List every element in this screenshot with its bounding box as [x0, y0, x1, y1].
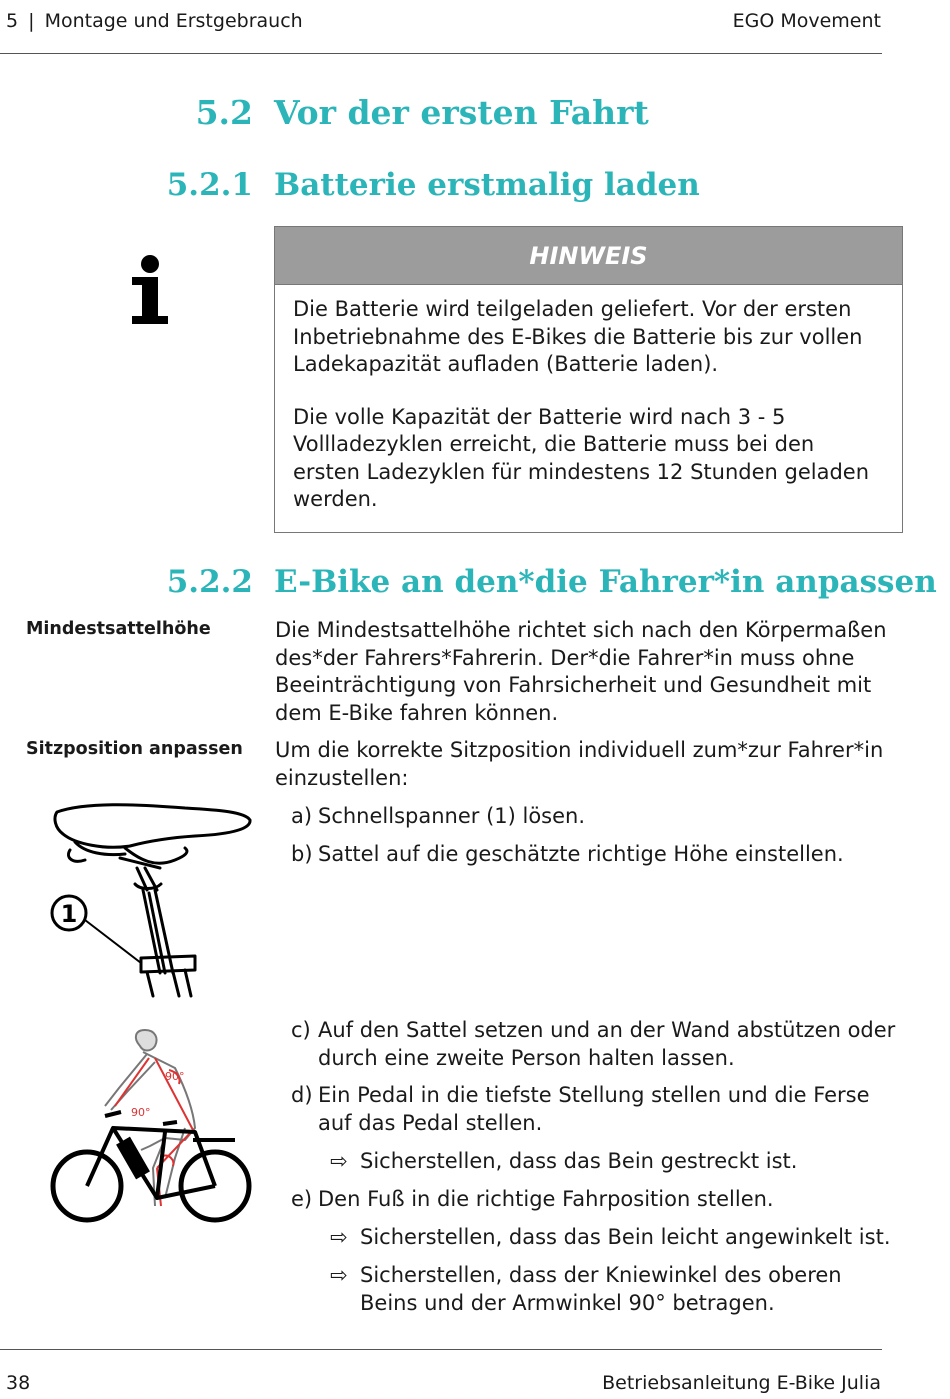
step-c-text: Auf den Sattel setzen und an der Wand abstützen oder durch eine zweite Person halten lassen. [318, 1018, 896, 1070]
step-b-text: Sattel auf die geschätzte richtige Höhe einstellen. [318, 842, 844, 866]
min-saddle-height-text: Die Mindestsattelhöhe richtet sich nach den Körpermaßen des*der Fahrers*Fahrerin. Der*die Fahrer*in muss ohne Beeinträchtigung von Fahrsicherheit und Gesundheit mit dem E-Bike fahren können. [275, 618, 887, 725]
section-5-2-1-title: Batterie erstmalig laden [274, 167, 700, 203]
step-b [291, 841, 901, 869]
step-c-label: c) [291, 1018, 311, 1042]
notice-paragraph-2: Die volle Kapazität der Batterie wird nach 3 - 5 Vollladezyklen erreicht, die Batterie muss bei den ersten Ladezyklen für mindestens 12 Stunden geladen werden. [293, 404, 870, 511]
step-b-label: b) [291, 842, 313, 866]
brand-name: EGO Movement [732, 10, 881, 32]
result-arrow-icon: ⇨ [330, 1149, 348, 1173]
result-knee-arm-angle-text: Sicherstellen, dass der Kniewinkel des oberen Beins und der Armwinkel 90° betragen. [360, 1263, 842, 1315]
result-leg-angled-text: Sicherstellen, dass das Bein leicht angewinkelt ist. [360, 1225, 891, 1249]
side-label-seat-position: Sitzposition anpassen [26, 739, 243, 759]
section-5-2-title: Vor der ersten Fahrt [274, 93, 649, 132]
step-e [291, 1186, 901, 1214]
step-e-label: e) [291, 1187, 313, 1211]
chapter-title: Montage und Erstgebrauch [44, 10, 303, 32]
step-d [291, 1082, 901, 1137]
document-title: Betriebsanleitung E-Bike Julia [602, 1372, 881, 1394]
section-5-2-2-title: E-Bike an den*die Fahrer*in anpassen [274, 564, 937, 600]
result-knee-arm-angle [330, 1262, 905, 1317]
chapter-number: 5 [6, 10, 19, 32]
result-arrow-icon: ⇨ [330, 1263, 348, 1287]
step-c [291, 1017, 901, 1072]
header-divider [0, 53, 882, 54]
step-a-text: Schnellspanner (1) lösen. [318, 804, 586, 828]
rider-position-figure [45, 1028, 255, 1228]
rider-angle-knee: 90° [131, 1106, 151, 1119]
info-icon [128, 254, 172, 326]
saddle-callout-number: 1 [60, 900, 78, 928]
result-leg-straight-text: Sicherstellen, dass das Bein gestreckt ist. [360, 1149, 798, 1173]
side-label-min-saddle-height: Mindestsattelhöhe [26, 619, 211, 639]
notice-box [274, 226, 903, 533]
page-number: 38 [6, 1372, 31, 1394]
section-5-2-1-number: 5.2.1 [166, 167, 253, 203]
seat-position-intro: Um die korrekte Sitzposition individuell zum*zur Fahrer*in einzustellen: [275, 738, 884, 790]
footer-divider [0, 1349, 882, 1350]
result-leg-straight [330, 1148, 905, 1176]
result-arrow-icon: ⇨ [330, 1225, 348, 1249]
page-header: 5 | Montage und Erstgebrauch [6, 10, 303, 32]
result-leg-angled [330, 1224, 905, 1252]
rider-angle-top: 90° [165, 1070, 185, 1083]
step-e-text: Den Fuß in die richtige Fahrposition stellen. [318, 1187, 774, 1211]
saddle-quick-release-figure [45, 798, 260, 998]
notice-heading: HINWEIS [275, 227, 902, 285]
step-d-label: d) [291, 1083, 313, 1107]
step-d-text: Ein Pedal in die tiefste Stellung stellen und die Ferse auf das Pedal stellen. [318, 1083, 870, 1135]
step-a-label: a) [291, 804, 313, 828]
step-a [291, 803, 901, 831]
section-5-2-number: 5.2 [195, 93, 253, 132]
notice-paragraph-1: Die Batterie wird teilgeladen geliefert. Vor der ersten Inbetriebnahme des E-Bikes die Batterie bis zur vollen Ladekapazität aufladen (Batterie laden). [293, 297, 863, 376]
section-5-2-2-number: 5.2.2 [166, 564, 253, 600]
